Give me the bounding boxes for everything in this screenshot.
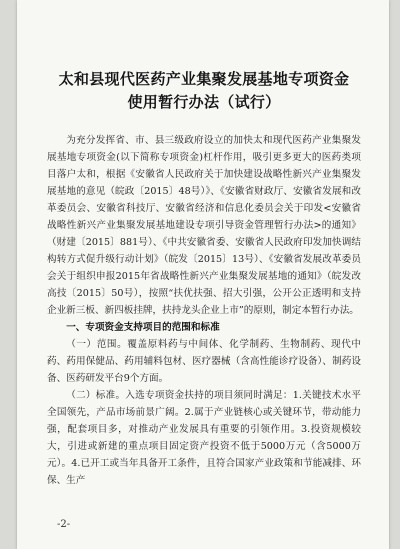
document-page [17,0,389,549]
title-line-1: 太和县现代医药产业集聚发展基地专项资金 [58,70,350,88]
section-heading: 一、专项资金支持项目的范围和标准 [66,322,220,333]
document-content [47,68,361,489]
title-line-2: 使用暂行办法（试行） [127,93,281,111]
section-paragraph-standard: （二）标准。入选专项资金扶持的项目须同时满足：1.关键技术水平全国领先，产品市场前景广阔。2.属于产业链核心或关键环节，带动能力强，配套项目多，对推动产业发展具有重要的引领作用。3.投资规模较大，引进或新建的重点项目固定资产投资不低于5000万元（含5000万元）。4.已开工或当年具备开工条件，且符合国家产业政策和节能减排、环保、生产 [47,390,361,486]
document-title [47,68,361,114]
section-paragraph-scope: （一）范围。覆盖原料药与中间体、化学制药、生物制药、现代中药、药用保健品、药用辅料包材、医疗器械（含高性能诊疗设备）、制药设备、医药研发平台9个方面。 [47,339,361,384]
page-number: -2- [57,519,71,530]
document-body [47,132,361,489]
intro-paragraph: 为充分发挥省、市、县三级政府设立的加快太和现代医药产业集聚发展基地专项资金(以下简称专项资金)杠杆作用，吸引更多更大的医药类项目落户太和，根据《安徽省人民政府关于加快建设战略性新兴产业集聚发展基地的意见（皖政〔2015〕48号）》、《安徽省财政厅、安徽省发展和改革委员会、安徽省科技厅、安徽省经济和信息化委员会关于印发<安徽省战略性新兴产业集聚发展基地建设专项引导资金管理暂行办法>的通知》（财建〔2015〕881号）、《中共安徽省委、安徽省人民政府印发加快调结构转方式促升级行动计划》（皖发〔2015〕13号）、《安徽省发展改革委员会关于组织申报2015年省战略性新兴产业集聚发展基地的通知》（皖发改高技〔2015〕50号），按照“扶优扶强、招大引强，公开公正透明和支持企业新三板、新四板挂牌，扶持龙头企业上市”的原则，制定本暂行办法。 [47,135,361,316]
